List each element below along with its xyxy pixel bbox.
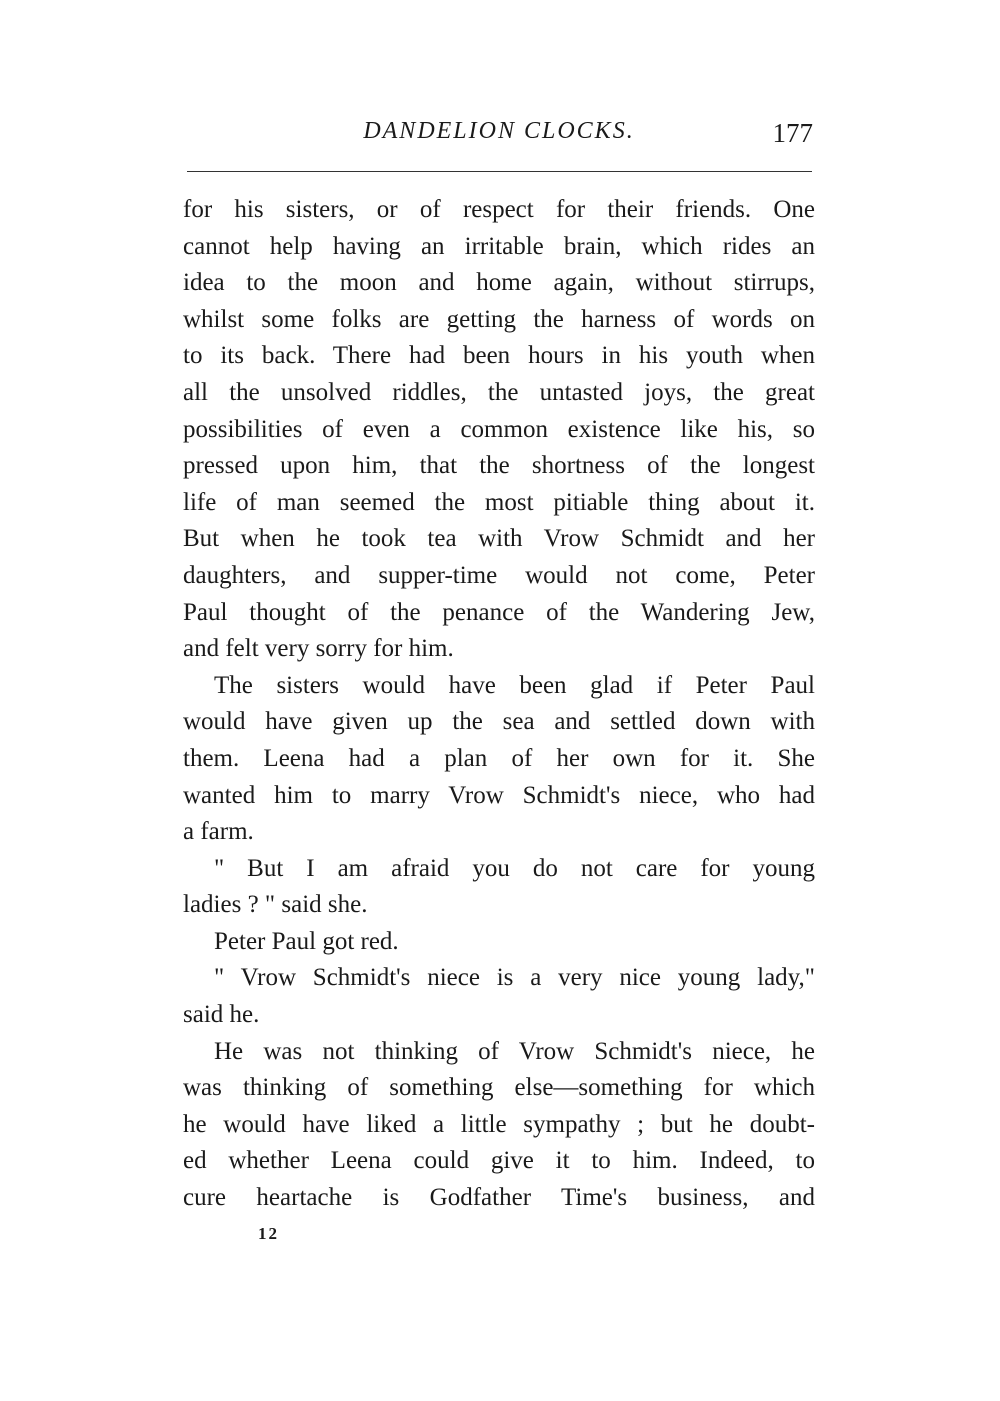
text-line: a farm. [183, 818, 254, 846]
text-line: cure heartache is Godfather Time's business, and [183, 1184, 815, 1212]
text-line: was thinking of something else—something for which [183, 1074, 815, 1102]
header-rule [187, 171, 812, 172]
text-line: them. Leena had a plan of her own for it. She [183, 744, 815, 772]
text-line: daughters, and supper-time would not come, Peter [183, 561, 815, 589]
running-header [183, 118, 815, 158]
text-line: all the unsolved riddles, the untasted joys, the great [183, 378, 815, 406]
text-line: Peter Paul got red. [214, 927, 399, 955]
text-line: idea to the moon and home again, without stirrups, [183, 269, 815, 297]
text-line: life of man seemed the most pitiable thing about it. [183, 488, 815, 516]
text-line: said he. [183, 1001, 260, 1029]
text-line: would have given up the sea and settled down with [183, 708, 815, 736]
text-line: cannot help having an irritable brain, which rides an [183, 232, 815, 260]
text-line: " But I am afraid you do not care for young [214, 854, 815, 882]
text-line: wanted him to marry Vrow Schmidt's niece, who had [183, 781, 815, 809]
text-line: ed whether Leena could give it to him. Indeed, to [183, 1147, 815, 1175]
text-line: Paul thought of the penance of the Wandering Jew, [183, 598, 815, 626]
signature-mark: 12 [258, 1224, 279, 1243]
text-line: " Vrow Schmidt's niece is a very nice young lady," [214, 964, 815, 992]
text-line: pressed upon him, that the shortness of the longest [183, 452, 815, 480]
page-number: 177 [772, 118, 813, 148]
text-line: he would have liked a little sympathy ; but he doubt- [183, 1110, 815, 1138]
text-line: and felt very sorry for him. [183, 635, 454, 663]
text-line: to its back. There had been hours in his youth when [183, 342, 815, 370]
body-text [183, 192, 815, 1217]
text-line: ladies ? " said she. [183, 891, 368, 919]
text-line: whilst some folks are getting the harness of words on [183, 305, 815, 333]
text-line: possibilities of even a common existence like his, so [183, 415, 815, 443]
text-line: for his sisters, or of respect for their friends. One [183, 196, 815, 223]
text-line: The sisters would have been glad if Peter Paul [214, 671, 815, 699]
text-line: He was not thinking of Vrow Schmidt's niece, he [214, 1037, 815, 1065]
text-line: But when he took tea with Vrow Schmidt and her [183, 525, 815, 553]
running-title: DANDELION CLOCKS. [363, 118, 635, 144]
